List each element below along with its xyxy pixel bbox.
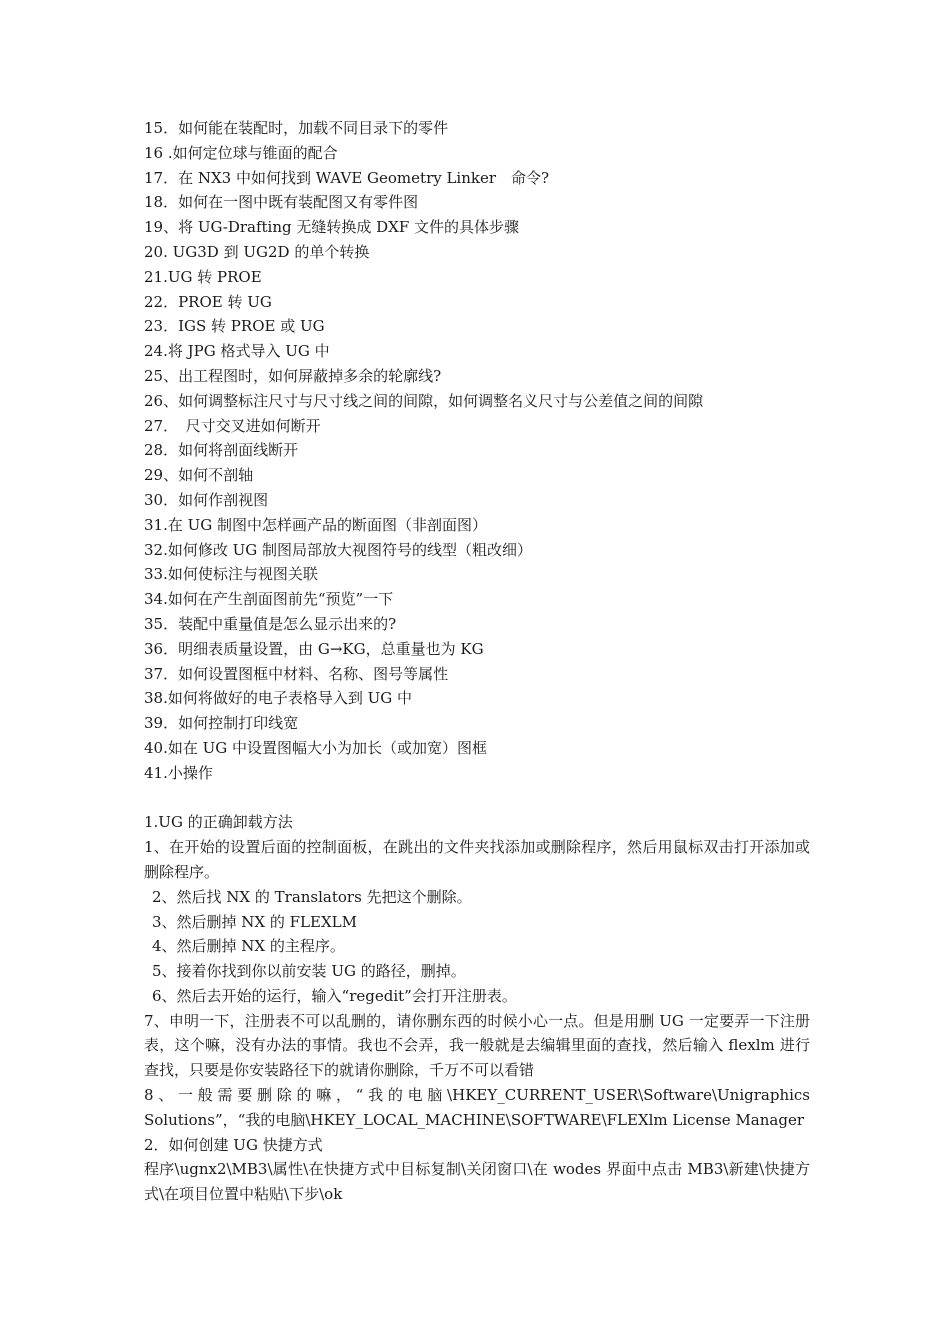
step-line: 5、接着你找到你以前安装 UG 的路径，删掉。: [152, 962, 466, 981]
toc-item: 23．IGS 转 PROE 或 UG: [144, 317, 325, 336]
toc-item: 16 .如何定位球与锥面的配合: [144, 143, 338, 162]
toc-item: 28．如何将剖面线断开: [144, 441, 299, 460]
section-shortcut: [144, 1133, 810, 1207]
toc-item: 29、如何不剖轴: [144, 466, 254, 485]
toc-item: 18．如何在一图中既有装配图又有零件图: [144, 193, 419, 212]
section-title: 1.UG 的正确卸载方法: [144, 813, 293, 832]
toc-item: 22．PROE 转 UG: [144, 292, 272, 311]
toc-item: 30．如何作剖视图: [144, 490, 269, 509]
step-line: 6、然后去开始的运行，输入“regedit”会打开注册表。: [152, 986, 517, 1005]
toc-item: 36．明细表质量设置，由 G→KG，总重量也为 KG: [144, 639, 484, 658]
toc-item: 33.如何使标注与视图关联: [144, 565, 318, 584]
toc-item: 41.小操作: [144, 763, 213, 782]
toc-item: 25、出工程图时，如何屏蔽掉多余的轮廓线?: [144, 366, 442, 385]
toc-item: 35．装配中重量值是怎么显示出来的?: [144, 614, 397, 633]
toc-item: 20. UG3D 到 UG2D 的单个转换: [144, 242, 370, 261]
shortcut-steps-paragraph: 程序\ugnx2\MB3\属性\在快捷方式中目标复制\关闭窗口\在 wodes 界面中点击 MB3\新建\快捷方式\在项目位置中粘贴\下步\ok: [144, 1160, 810, 1204]
toc-item: 34.如何在产生剖面图前先“预览”一下: [144, 590, 394, 609]
toc-item: 38.如何将做好的电子表格导入到 UG 中: [144, 689, 413, 708]
step-paragraph: 1、在开始的设置后面的控制面板，在跳出的文件夹找添加或删除程序，然后用鼠标双击打开添加或删除程序。: [144, 838, 810, 881]
step-line: 4、然后删掉 NX 的主程序。: [152, 937, 345, 956]
toc-item: 31.在 UG 制图中怎样画产品的断面图（非剖面图）: [144, 515, 488, 534]
table-of-contents: [144, 116, 810, 786]
section-uninstall: [144, 810, 810, 1132]
toc-item: 32.如何修改 UG 制图局部放大视图符号的线型（粗改细）: [144, 540, 533, 559]
step-paragraph: 7、申明一下，注册表不可以乱删的，请你删东西的时候小心一点。但是用删 UG 一定要弄一下注册表，这个嘛，没有办法的事情。我也不会弄，我一般就是去编辑里面的查找，然后输入 flexlm 进行查找，只要是你安装路径下的就请你删除，千万不可以看错: [144, 1011, 810, 1080]
toc-item: 15．如何能在装配时，加载不同目录下的零件: [144, 119, 449, 137]
toc-item: 19、将 UG-Drafting 无缝转换成 DXF 文件的具体步骤: [144, 218, 520, 237]
toc-item: 17．在 NX3 中如何找到 WAVE Geometry Linker 命令?: [144, 168, 550, 187]
toc-item: 21.UG 转 PROE: [144, 267, 262, 286]
registry-paths-paragraph: 8、一般需要删除的嘛，“我的电脑\HKEY_CURRENT_USER\Software\Unigraphics Solutions”，“我的电脑\HKEY_LOCAL_MACHINE\SOFTWARE\FLEXlm License Manager: [144, 1086, 810, 1129]
step-line: 2、然后找 NX 的 Translators 先把这个删除。: [152, 887, 472, 906]
section-title: 2．如何创建 UG 快捷方式: [144, 1135, 323, 1154]
toc-item: 37．如何设置图框中材料、名称、图号等属性: [144, 664, 449, 683]
document-body: [144, 116, 810, 1207]
toc-item: 40.如在 UG 中设置图幅大小为加长（或加宽）图框: [144, 738, 488, 757]
toc-item: 26、如何调整标注尺寸与尺寸线之间的间隙，如何调整名义尺寸与公差值之间的间隙: [144, 391, 704, 410]
step-line: 3、然后删掉 NX 的 FLEXLM: [152, 912, 357, 931]
spacer: [144, 786, 810, 811]
toc-item: 39．如何控制打印线宽: [144, 714, 299, 733]
toc-item: 27． 尺寸交叉进如何断开: [144, 416, 321, 435]
toc-item: 24.将 JPG 格式导入 UG 中: [144, 342, 330, 361]
